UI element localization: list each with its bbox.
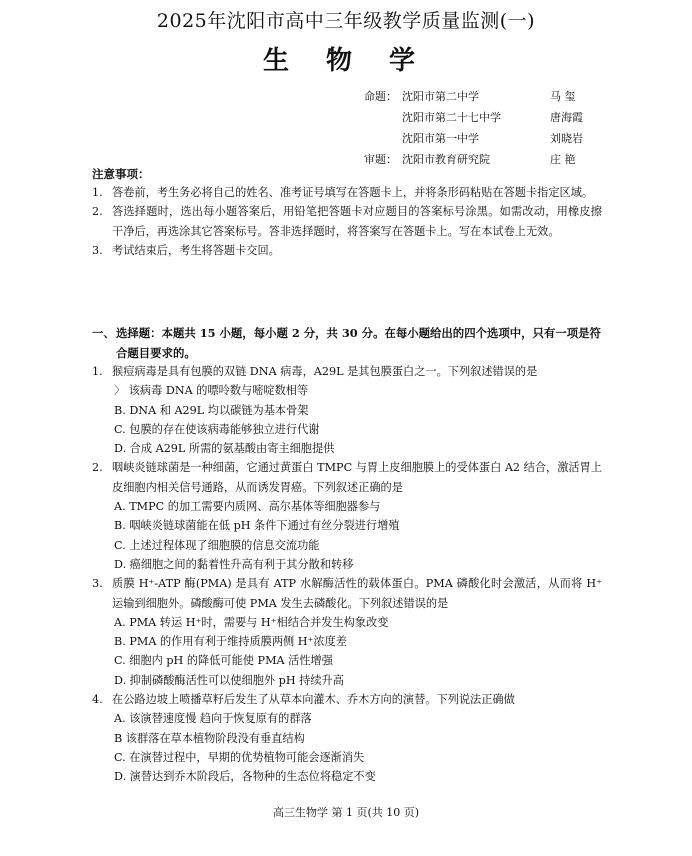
notice-list (92, 183, 602, 260)
option: D. 演替达到乔木阶段后，各物种的生态位将稳定不变 (114, 770, 376, 784)
question-stem-row (92, 574, 602, 613)
section-heading (92, 324, 602, 363)
credit-role: 审题： (364, 153, 397, 166)
option: D. 抑制磷酸酶活性可以使细胞外 pH 持续升高 (114, 673, 344, 687)
notice-heading: 注意事项： (92, 167, 150, 181)
question-stem-row (92, 362, 602, 381)
option: D. 癌细胞之间的黏着性升高有利于其分散和转移 (114, 557, 354, 571)
notice-item (92, 241, 602, 260)
option: A. PMA 转运 H⁺时，需要与 H⁺相结合并发生构象改变 (114, 615, 389, 629)
credit-name: 庄 艳 (550, 153, 576, 166)
option: B. 咽峡炎链球菌能在低 pH 条件下通过有丝分裂进行增殖 (114, 519, 400, 533)
question-stem-row (92, 458, 602, 497)
question-list (92, 362, 602, 787)
notice-number: 3. (92, 243, 103, 257)
credit-org: 沈阳市教育研究院 (402, 153, 490, 166)
question-stem: 在公路边坡上喷播草籽后发生了从草本向灌木、乔木方向的演替。下列说法正确做 (112, 693, 515, 707)
question-number: 4. (92, 693, 103, 707)
credit-org: 沈阳市第二十七中学 (402, 111, 501, 124)
option: D. 合成 A29L 所需的氨基酸由寄主细胞提供 (114, 442, 335, 456)
question-stem-row (92, 690, 602, 709)
question (92, 362, 602, 458)
option: B 该群落在草本植物阶段没有垂直结构 (114, 731, 305, 745)
option: C. 上述过程体现了细胞膜的信息交流功能 (114, 538, 320, 552)
question (92, 574, 602, 690)
credit-role: 命题： (364, 90, 397, 103)
question (92, 458, 602, 574)
credits-block (364, 86, 600, 170)
option: 〉 该病毒 DNA 的嘌呤数与嘧啶数相等 (114, 384, 309, 398)
question-stem: 猴痘病毒是具有包膜的双链 DNA 病毒，A29L 是其包膜蛋白之一。下列叙述错误的是 (112, 365, 538, 378)
credit-org: 沈阳市第一中学 (402, 132, 479, 145)
question-stem: 咽峡炎链球菌是一种细菌，它通过黄蛋白 TMPC 与胃上皮细胞膜上的受体蛋白 A2 结合，激活胃上皮细胞内相关信号通路，从而诱发胃癌。下列叙述正确的是 (112, 461, 602, 494)
question-number: 3. (92, 577, 103, 591)
option: B. PMA 的作用有利于维持质膜两侧 H⁺浓度差 (114, 635, 347, 649)
notice-item (92, 183, 602, 202)
notice-text: 答卷前，考生务必将自己的姓名、准考证号填写在答题卡上，并将条形码粘贴在答题卡指定区域。 (112, 186, 594, 199)
notice-item (92, 202, 602, 241)
credit-role (364, 107, 402, 128)
notice-text: 答选择题时，选出每小题答案后，用铅笔把答题卡对应题目的答案标号涂黑。如需改动，用橡皮擦干净后，再选涂其它答案标号。答非选择题时，将答案写在答题卡上。写在本试卷上无效。 (112, 205, 602, 238)
credit-name: 刘晓岩 (550, 132, 583, 145)
section-text: 选择题：本题共 15 小题，每小题 2 分，共 30 分。在每小题给出的四个选项中，只有一项是符合题目要求的。 (116, 326, 601, 360)
credit-row (364, 86, 600, 107)
credit-row (364, 128, 600, 149)
option: A. TMPC 的加工需要内质网、高尔基体等细胞器参与 (114, 500, 381, 514)
section-number: 一、 (92, 326, 115, 340)
question-number: 1. (92, 365, 103, 378)
credit-name: 马 玺 (550, 90, 576, 103)
question-stem: 质膜 H⁺-ATP 酶(PMA) 是具有 ATP 水解酶活性的载体蛋白。PMA 磷酸化时会激活，从而将 H⁺运输到细胞外。磷酸酶可使 PMA 发生去磷酸化。下列叙述错误的是 (112, 577, 602, 610)
subject-title: 生 物 学 (262, 46, 430, 76)
option: B. DNA 和 A29L 均以碳链为基本骨架 (114, 403, 309, 417)
page-footer: 高三生物学 第 1 页(共 10 页) (272, 806, 420, 819)
option: C. 细胞内 pH 的降低可能使 PMA 活性增强 (114, 654, 333, 668)
exam-title: 2025年沈阳市高中三年级教学质量监测(一) (156, 10, 536, 32)
credit-org: 沈阳市第二中学 (402, 90, 479, 103)
question (92, 690, 602, 786)
credit-row (364, 107, 600, 128)
notice-number: 2. (92, 205, 103, 219)
credit-row (364, 149, 600, 170)
option: C. 包膜的存在使该病毒能够独立进行代谢 (114, 422, 320, 436)
question-number: 2. (92, 461, 103, 475)
option: C. 在演替过程中，早期的优势植物可能会逐渐消失 (114, 750, 365, 764)
option: A. 该演替速度慢 趋向于恢复原有的群落 (114, 712, 312, 726)
notice-text: 考试结束后，考生将答题卡交回。 (112, 243, 280, 257)
notice-number: 1. (92, 186, 103, 199)
credit-role (364, 128, 402, 149)
credit-name: 唐海霞 (550, 111, 583, 124)
